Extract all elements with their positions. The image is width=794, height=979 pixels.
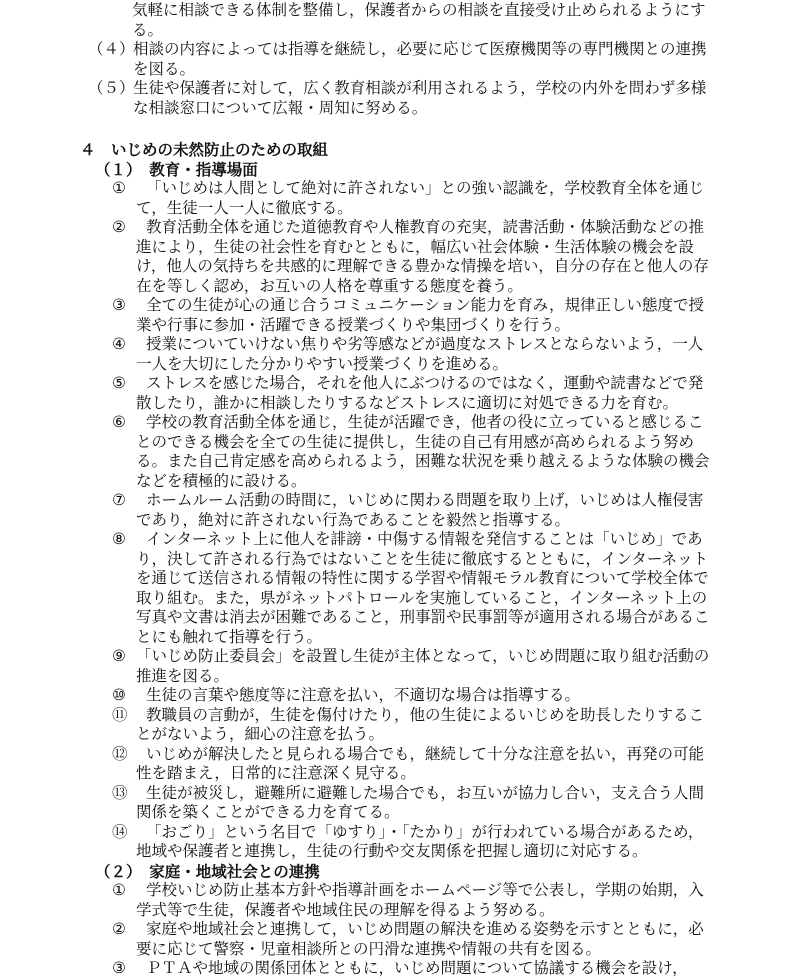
numbered-item <box>112 374 717 413</box>
item-text: 生徒が被災し，避難所に避難した場合でも，お互いが協力し合い，支え合う人間関係を築くことができる力を育てる。 <box>136 783 705 821</box>
item-number: ① <box>112 179 126 197</box>
numbered-item <box>112 179 717 218</box>
continuation-paragraph: 気軽に相談できる体制を整備し，保護者からの相談を直接受け止められるようにする。 <box>132 1 706 39</box>
item-number: ③ <box>112 959 126 977</box>
item-text: 「おごり」という名目で「ゆすり」・「たかり」が行われている場合があるため，地域や保護者と連携し，生徒の行動や交友関係を把握し適切に対応する。 <box>136 822 704 860</box>
numbered-item <box>112 530 717 647</box>
item-text: 教職員の言動が，生徒を傷付けたり，他の生徒によるいじめを助長したりすることがないよう，細心の注意を払う。 <box>136 705 705 743</box>
section-heading: ４ いじめの未然防止のための取組 <box>80 140 329 159</box>
numbered-item <box>112 296 717 335</box>
item-number: ⑫ <box>112 744 128 763</box>
item-number: ⑨ <box>112 647 126 665</box>
numbered-item <box>112 706 717 745</box>
numbered-item <box>112 413 717 491</box>
item-text: 「いじめは人間として絶対に許されない」との強い認識を，学校教育全体を通じて，生徒一人一人に徹底する。 <box>136 179 705 217</box>
numbered-item <box>112 647 717 686</box>
item-text: ホームルーム活動の時間に，いじめに関わる問題を取り上げ，いじめは人権侵害であり，絶対に許されない行為であることを毅然と指導する。 <box>136 491 704 529</box>
item-number: ⑥ <box>112 413 126 431</box>
numbered-item <box>112 745 717 784</box>
item-number: ② <box>112 920 126 938</box>
education-item-list <box>0 179 794 862</box>
numbered-item <box>112 823 717 862</box>
item-number: ⑬ <box>112 783 128 802</box>
item-text: 授業についていけない焦りや劣等感などが過度なストレスとならないよう，一人一人を大切にした分かりやすい授業づくりを進める。 <box>136 335 704 373</box>
item-text: 学校いじめ防止基本方針や指導計画をホームページ等で公表し，学期の始期，入学式等で生徒，保護者や地域住民の理解を得るよう努める。 <box>136 881 704 919</box>
item-number: ⑪ <box>112 705 128 724</box>
numbered-item <box>112 218 717 296</box>
item-number: ② <box>112 218 126 236</box>
numbered-item <box>112 881 717 920</box>
item-number: （４） <box>88 40 135 58</box>
list-item-5 <box>88 79 717 118</box>
item-number: ③ <box>112 296 126 314</box>
item-number: （５） <box>88 79 135 97</box>
community-item-list <box>0 881 794 979</box>
numbered-item <box>112 491 717 530</box>
item-number: ⑧ <box>112 530 126 548</box>
item-text: 生徒の言葉や態度等に注意を払い，不適切な場合は指導する。 <box>146 686 581 704</box>
item-number: ⑦ <box>112 491 126 509</box>
item-number: ④ <box>112 335 126 353</box>
numbered-item <box>112 335 717 374</box>
item-number: ① <box>112 881 126 899</box>
item-number: ⑤ <box>112 374 126 392</box>
numbered-item <box>112 920 717 959</box>
item-text: ストレスを感じた場合，それを他人にぶつけるのではなく，運動や読書などで発散したり，誰かに相談したりするなどストレスに適切に対処できる力を育む。 <box>136 374 704 412</box>
item-number: ⑩ <box>112 686 126 704</box>
item-text: 全ての生徒が心の通じ合うコミュニケーション能力を育み，規律正しい態度で授業や行事に参加・活躍できる授業づくりや集団づくりを行う。 <box>136 296 705 334</box>
item-text: 学校の教育活動全体を通じ，生徒が活躍でき，他者の役に立っていると感じることのできる機会を全ての生徒に提供し，生徒の自己有用感が高められるよう努める。また自己肯定感を高められるよう，困難な状況を乗り越えるような体験の機会などを積極的に設ける。 <box>136 413 710 490</box>
numbered-item <box>112 959 717 979</box>
item-text: いじめが解決したと見られる場合でも，継続して十分な注意を払い，再発の可能性を踏まえ，日常的に注意深く見守る。 <box>136 744 705 782</box>
item-text: インターネット上に他人を誹謗・中傷する情報を発信することは「いじめ」であり，決して許される行為ではないことを生徒に徹底するとともに，インターネットを通じて送信される情報の特性に関する学習や情報モラル教育について学校全体で取り組む。また，県がネットパトロールを実施していること，インターネット上の写真や文書は消去が困難であること，刑事罰や民事罰等が適用される場合があることにも触れて指導を行う。 <box>136 530 710 646</box>
item-number: ⑭ <box>112 822 128 841</box>
item-text: 「いじめ防止委員会」を設置し生徒が主体となって，いじめ問題に取り組む活動の推進を図る。 <box>136 647 710 685</box>
item-text: ＰＴＡや地域の関係団体とともに，いじめ問題について協議する機会を設け， <box>146 959 688 977</box>
numbered-item <box>112 784 717 823</box>
numbered-item <box>112 686 717 706</box>
item-text: 教育活動全体を通じた道徳教育や人権教育の充実，読書活動・体験活動などの推進により，生徒の社会性を育むとともに，幅広い社会体験・生活体験の機会を設け，他人の気持ちを共感的に理解できる豊かな情操を培い，自分の存在と他人の存在を等しく認め，お互いの人格を尊重する態度を養う。 <box>136 218 709 295</box>
item-text: 家庭や地域社会と連携して，いじめ問題の解決を進める姿勢を示すとともに，必要に応じて警察・児童相談所との円滑な連携や情報の共有を図る。 <box>136 920 704 958</box>
subsection-heading-education: （１） 教育・指導場面 <box>95 159 258 179</box>
list-item-4 <box>88 40 717 79</box>
subsection-heading-community: （２） 家庭・地域社会との連携 <box>95 861 320 881</box>
item-text: 相談の内容によっては指導を継続し，必要に応じて医療機関等の専門機関との連携を図る。 <box>133 40 707 78</box>
item-text: 生徒や保護者に対して，広く教育相談が利用されるよう，学校の内外を問わず多様な相談窓口について広報・周知に努める。 <box>133 79 707 117</box>
